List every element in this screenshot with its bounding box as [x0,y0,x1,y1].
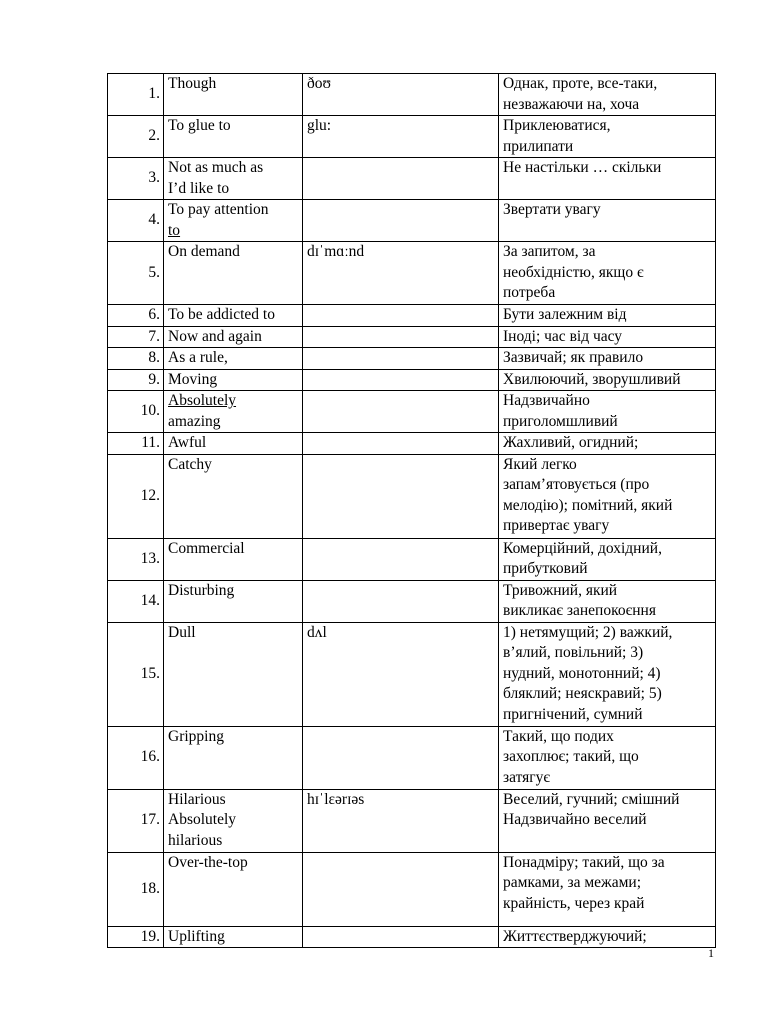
table-row [108,538,716,580]
table-row [108,726,716,789]
term-cell [164,789,303,852]
term-cell [164,580,303,622]
translation-line: Іноді; час від часу [503,327,623,345]
translation-cell [499,200,716,242]
term-line: Absolutely [168,392,237,409]
translation-line: прилипати [503,137,574,155]
table-row [108,926,716,948]
translation-line: в’ялий, повільний; 3) [503,644,644,661]
transcription-cell: dɪˈmɑːnd [303,242,499,305]
term-line: Awful [168,434,207,451]
row-number: 17. [108,789,164,852]
page-number: 1 [708,946,714,960]
term-line: amazing [168,412,221,430]
term-line: Absolutely [168,811,237,828]
term-cell [164,369,303,391]
translation-line: Жахливий, огидний; [503,434,639,451]
term-line: Gripping [168,727,224,745]
row-number: 1. [108,74,164,116]
row-number: 2. [108,116,164,158]
row-number: 16. [108,726,164,789]
translation-line: Який легко [503,455,577,473]
translation-line: Такий, що подих [503,727,614,745]
term-cell [164,391,303,433]
row-number: 19. [108,926,164,948]
term-cell [164,158,303,200]
row-number: 7. [108,326,164,348]
translation-line: Приклеюватися, [503,117,611,134]
row-number: 6. [108,305,164,327]
translation-cell [499,158,716,200]
row-number: 4. [108,200,164,242]
translation-cell [499,622,716,726]
term-line: Dull [168,623,196,641]
transcription-cell: glu: [303,116,499,158]
translation-line: Хвилюючий, зворушливий [503,370,681,388]
row-number: 5. [108,242,164,305]
table-row [108,116,716,158]
transcription-cell [303,348,499,370]
term-cell [164,726,303,789]
table-row [108,433,716,455]
translation-cell [499,789,716,852]
term-cell [164,305,303,327]
term-line: Catchy [168,455,212,473]
row-number: 12. [108,454,164,538]
transcription-cell [303,726,499,789]
transcription-cell: hɪˈlɛərɪəs [303,789,499,852]
translation-cell [499,116,716,158]
term-line: Now and again [168,327,262,345]
transcription-cell [303,305,499,327]
translation-line: Бути залежним від [503,306,627,323]
term-cell [164,454,303,538]
translation-cell [499,242,716,305]
transcription-cell [303,326,499,348]
translation-line: Надзвичайно [503,392,590,409]
translation-line: Комерційний, дохідний, [503,539,662,557]
translation-line: потреба [503,284,556,301]
transcription-cell [303,852,499,926]
translation-line: Веселий, гучний; смішний [503,790,680,808]
translation-line: незважаючи на, хоча [503,95,640,113]
row-number: 3. [108,158,164,200]
term-line: To glue to [168,117,231,134]
transcription-cell [303,580,499,622]
translation-line: бляклий; неяскравий; 5) [503,685,662,702]
term-line: Not as much as [168,159,264,176]
translation-cell [499,538,716,580]
term-line: On demand [168,243,240,260]
term-cell [164,242,303,305]
term-line: Commercial [168,539,245,557]
transcription-cell [303,538,499,580]
translation-cell [499,580,716,622]
table-row [108,369,716,391]
row-number: 14. [108,580,164,622]
translation-line: крайність, через край [503,894,645,912]
translation-line: мелодію); помітний, який [503,496,673,514]
table-row [108,348,716,370]
table-row [108,580,716,622]
table-row [108,622,716,726]
translation-line: викликає занепокоєння [503,602,656,619]
translation-line: 1) нетямущий; 2) важкий, [503,623,673,641]
translation-cell [499,391,716,433]
row-number: 18. [108,852,164,926]
translation-cell [499,305,716,327]
term-cell [164,622,303,726]
translation-line: привертає увагу [503,517,610,534]
translation-cell [499,454,716,538]
row-number: 11. [108,433,164,455]
term-line: To be addicted to [168,306,275,323]
term-cell [164,538,303,580]
row-number: 15. [108,622,164,726]
translation-line: рамками, за межами; [503,874,642,891]
translation-line: приголомшливий [503,412,618,430]
term-cell [164,200,303,242]
translation-line: Зазвичай; як правило [503,349,644,366]
translation-line: захоплює; такий, що [503,748,639,765]
table-row [108,200,716,242]
translation-line: пригнічений, сумний [503,705,643,723]
translation-line: Понадміру; такий, що за [503,853,665,871]
translation-cell [499,726,716,789]
term-line: hilarious [168,831,223,849]
translation-cell [499,926,716,948]
translation-line: необхідністю, якщо є [503,263,644,281]
term-line: Uplifting [168,927,225,945]
translation-cell [499,326,716,348]
translation-cell [499,369,716,391]
term-cell [164,852,303,926]
transcription-cell [303,926,499,948]
term-cell [164,116,303,158]
translation-line: Не настільки … скільки [503,159,662,176]
translation-line: прибутковий [503,560,588,577]
term-cell [164,926,303,948]
transcription-cell [303,369,499,391]
table-row [108,454,716,538]
table-row [108,242,716,305]
translation-line: Тривожний, який [503,581,618,599]
transcription-cell [303,200,499,242]
vocabulary-table [107,73,716,948]
vocabulary-table-body [108,74,716,948]
row-number: 8. [108,348,164,370]
translation-cell [499,852,716,926]
translation-line: За запитом, за [503,243,596,260]
term-line: Over-the-top [168,853,248,871]
translation-line: запам’ятовується (про [503,476,650,493]
translation-line: Надзвичайно веселий [503,811,647,828]
row-number: 9. [108,369,164,391]
translation-cell [499,348,716,370]
term-cell [164,348,303,370]
term-line: to [168,221,181,239]
translation-cell [499,433,716,455]
term-line: Though [168,75,217,92]
term-cell [164,326,303,348]
term-line: As a rule, [168,349,228,366]
term-cell [164,433,303,455]
translation-line: Звертати увагу [503,201,601,218]
translation-line: Однак, проте, все-таки, [503,75,658,92]
row-number: 13. [108,538,164,580]
transcription-cell: dʌl [303,622,499,726]
transcription-cell [303,433,499,455]
table-row [108,789,716,852]
transcription-cell [303,391,499,433]
table-row [108,326,716,348]
table-row [108,852,716,926]
term-line: To pay attention [168,201,269,218]
translation-cell [499,74,716,116]
term-cell [164,74,303,116]
transcription-cell: ðoʊ [303,74,499,116]
term-line: Moving [168,370,218,388]
table-row [108,305,716,327]
transcription-cell [303,158,499,200]
transcription-cell [303,454,499,538]
translation-line: затягує [503,768,551,786]
translation-line: Життєстверджуючий; [503,927,647,945]
table-row [108,74,716,116]
term-line: I’d like to [168,179,230,197]
term-line: Hilarious [168,790,226,808]
table-row [108,391,716,433]
term-line: Disturbing [168,581,235,599]
translation-line: нудний, монотонний; 4) [503,664,661,682]
row-number: 10. [108,391,164,433]
table-row [108,158,716,200]
